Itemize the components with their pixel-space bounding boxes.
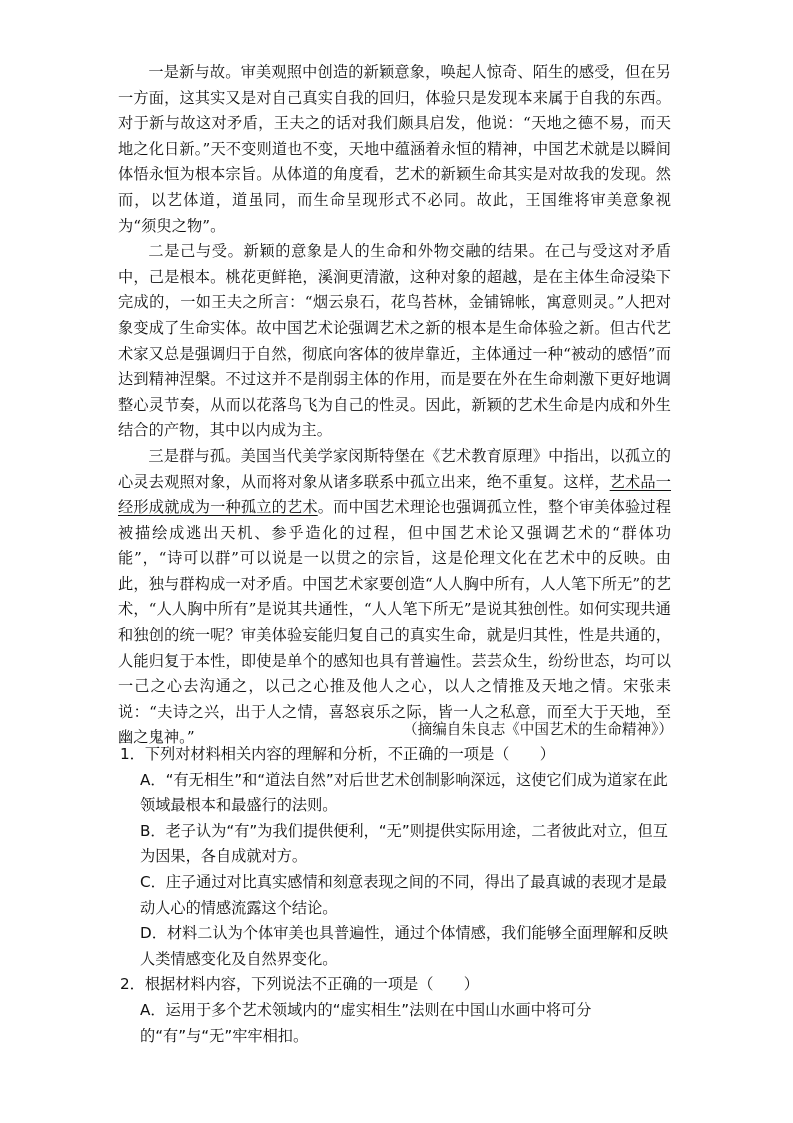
question-stem: 1．下列对材料相关内容的理解和分析，不正确的一项是（ ） <box>120 745 555 763</box>
option-a: A．“有无相生”和“道法自然”对后世艺术创制影响深远，这使它们成为道家在此领域最根本和最盛行的法则。 <box>140 770 668 815</box>
option-a: A．运用于多个艺术领域内的“虚实相生”法则在中国山水画中将可分的“有”与“无”牢牢相扣。 <box>140 1000 592 1045</box>
passage-paragraph-1: 一是新与故。审美观照中创造的新颖意象，唤起人惊奇、陌生的感受，但在另一方面，这其实又是对自己真实自我的回归，体验只是发现本来属于自我的东西。对于新与故这对矛盾，王夫之的话对我们颇具启发，他说：“天地之德不易，而天地之化日新。”天不变则道也不变，天地中蕴涵着永恒的精神，中国艺术就是以瞬间体悟永恒为根本宗旨。从体道的角度看，艺术的新颖生命其实是对故我的发现。然而，以艺体道，道虽同，而生命呈现形式不必同。故此，王国维将审美意象视为“须臾之物”。 <box>118 63 671 235</box>
source-citation: （摘编自朱良志《中国艺术的生命精神》） <box>403 721 673 738</box>
passage-paragraph-2: 二是己与受。新颖的意象是人的生命和外物交融的结果。在己与受这对矛盾中，己是根本。桃花更鲜艳，溪涧更清澈，这种对象的超越，是在主体生命浸染下完成的，一如王夫之所言：“烟云泉石，花鸟苔林，金铺锦帐，寓意则灵。”人把对象变成了生命实体。故中国艺术论强调艺术之新的根本是生命体验之新。但古代艺术家又总是强调归于自然，彻底向客体的彼岸靠近，主体通过一种“被动的感悟”而达到精神涅槃。不过这并不是削弱主体的作用，而是要在外在生命刺激下更好地调整心灵节奏，从而以花落鸟飞为自己的性灵。因此，新颖的艺术生命是内成和外生结合的产物，其中以内成为主。 <box>118 242 671 440</box>
passage-paragraph-3 <box>118 444 671 751</box>
underlined-sentence: 艺术品一经形成就成为一种孤立的艺术 <box>118 472 672 517</box>
reading-passage <box>118 60 671 751</box>
question-1 <box>120 742 680 972</box>
paragraph-3-text-start: 三是群与孤。美国当代美学家闵斯特堡在《艺术教育原理》中指出，以孤立的心灵去观照对象，从而将对象从诸多联系中孤立出来，绝不重复。这样， <box>118 446 671 491</box>
question-2 <box>120 972 680 1049</box>
option-b: B．老子认为“有”为我们提供便利，“无”则提供实际用途，二者彼此对立，但互为因果，各自成就对方。 <box>140 821 668 866</box>
question-stem: 2．根据材料内容，下列说法不正确的一项是（ ） <box>120 975 479 994</box>
option-d: D．材料二认为个体审美也具普遍性，通过个体情感，我们能够全面理解和反映人类情感变化及自然界变化。 <box>140 924 669 968</box>
option-c: C．庄子通过对比真实感情和刻意表现之间的不同，得出了最真诚的表现才是最动人心的情感流露这个结论。 <box>140 872 667 917</box>
paragraph-3-text-end: 。而中国艺术理论也强调孤立性，整个审美体验过程被描绘成逃出天机、参乎造化的过程，但中国艺术论又强调艺术的“群体功能”，“诗可以群”可以说是一以贯之的宗旨，这是伦理文化在艺术中的反映。由此，独与群构成一对矛盾。中国艺术家要创造“人人胸中所有，人人笔下所无”的艺术，“人人胸中所有”是说其共通性，“人人笔下所无”是说其独创性。如何实现共通和独创的统一呢？审美体验妄能归复自己的真实生命，就是归其性，性是共通的，人能归复于本性，即使是单个的感知也具有普遍性。芸芸众生，纷纷世态，均可以一己之心去沟通之，以己之心推及他人之心，以人之情推及天地之情。宋张耒说：“夫诗之兴，出于人之情，喜怒哀乐之际，皆一人之私意，而至大于天地，至幽之鬼神。” <box>118 498 671 747</box>
question-list <box>120 742 680 1049</box>
